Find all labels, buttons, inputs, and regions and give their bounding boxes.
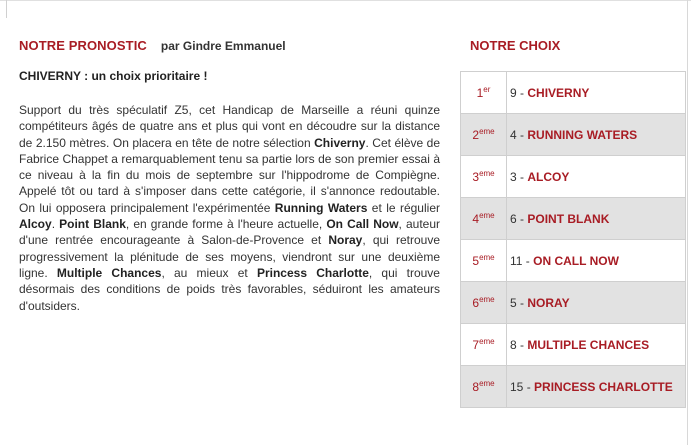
rank-suffix: eme (479, 337, 495, 346)
choix-title: NOTRE CHOIX (470, 38, 561, 53)
rank-cell (461, 156, 507, 198)
horse-mention: Noray (328, 233, 363, 248)
horse-cell: 3 - ALCOY (507, 156, 686, 198)
rank-number: 3 (472, 170, 480, 184)
horse-cell: 5 - NORAY (507, 282, 686, 324)
table-row (461, 240, 686, 282)
table-row (461, 282, 686, 324)
article-text: , en grande forme à l'heure actuelle, (125, 217, 327, 232)
horse-number: 5 (510, 295, 517, 310)
horse-mention: Running Waters (274, 200, 368, 215)
horse-cell: 4 - RUNNING WATERS (507, 114, 686, 156)
right-rule (687, 0, 688, 445)
rank-suffix: eme (479, 211, 495, 220)
horse-name: ON CALL NOW (533, 253, 619, 268)
horse-mention: Alcoy (19, 217, 52, 232)
horse-number: 6 (510, 211, 517, 226)
horse-cell: 9 - CHIVERNY (507, 72, 686, 114)
article-text: , au mieux et (161, 265, 257, 280)
article-text: , qui trouve désormais des conditions de poids très favorables, séduiront les amateurs d'outsiders. (19, 265, 440, 313)
horse-mention: On Call Now (326, 217, 399, 232)
horse-cell: 6 - POINT BLANK (507, 198, 686, 240)
horse-cell: 15 - PRINCESS CHARLOTTE (507, 366, 686, 408)
horse-number: 11 (510, 253, 523, 268)
horse-name: NORAY (527, 295, 570, 310)
rank-cell (461, 114, 507, 156)
horse-name: ALCOY (527, 169, 570, 184)
rank-number: 7 (472, 338, 480, 352)
pronostic-title: NOTRE PRONOSTIC (19, 38, 147, 53)
rank-cell (461, 198, 507, 240)
choix-table (460, 71, 686, 408)
table-row (461, 366, 686, 408)
rank-cell (461, 240, 507, 282)
rank-number: 8 (472, 380, 480, 394)
top-border (0, 0, 691, 1)
rank-cell (461, 324, 507, 366)
rank-number: 5 (472, 254, 480, 268)
choix-section (460, 38, 686, 408)
left-rule (6, 0, 7, 18)
rank-number: 1 (476, 86, 484, 100)
table-row (461, 114, 686, 156)
horse-number: 8 (510, 337, 517, 352)
horse-name: RUNNING WATERS (527, 127, 638, 142)
horse-number: 3 (510, 169, 517, 184)
article-text: , auteur d'une rentrée encourageante à Salon-de-Provence et (19, 217, 441, 248)
horse-name: MULTIPLE CHANCES (527, 337, 650, 352)
rank-cell (461, 366, 507, 408)
article-text: . Cet élève de Fabrice Chappet a remarquablement tenu sa partie lors de son premier essai à ce niveau à la fin du mois de septembre sur l'hippodrome de Compiègne. Appelé tôt ou tard à s'imposer dans cette catégorie, il s'annonce redoutable. On lui opposera principalement l'expérimentée (19, 135, 441, 215)
horse-name: CHIVERNY (527, 85, 590, 100)
rank-cell (461, 72, 507, 114)
horse-name: PRINCESS CHARLOTTE (534, 379, 673, 394)
rank-suffix: er (483, 85, 491, 94)
article-text: Support du très spéculatif Z5, cet Handicap de Marseille a réuni quinze compétiteurs âgés de quatre ans et plus qui vont en découdre sur la distance de 2.150 mètres. On placera en tête de notre sélection (19, 103, 440, 150)
table-row (461, 324, 686, 366)
rank-number: 4 (472, 212, 480, 226)
rank-suffix: eme (479, 253, 495, 262)
horse-number: 15 (510, 379, 524, 394)
horse-cell: 8 - MULTIPLE CHANCES (507, 324, 686, 366)
table-row (461, 156, 686, 198)
pronostic-section (19, 38, 440, 314)
table-row (461, 198, 686, 240)
author-byline: par Gindre Emmanuel (160, 39, 286, 53)
horse-number: 9 (510, 85, 517, 100)
rank-suffix: eme (479, 169, 495, 178)
rank-suffix: eme (479, 295, 495, 304)
article-text: , qui retrouve progressivement la plénitude de ses moyens, viendront sur une deuxième ligne. (19, 233, 440, 280)
horse-mention: Princess Charlotte (256, 265, 369, 280)
rank-number: 2 (472, 128, 480, 142)
horse-number: 4 (510, 127, 517, 142)
pronostic-header (19, 38, 440, 56)
article-subtitle: CHIVERNY : un choix prioritaire ! (19, 69, 208, 83)
rank-cell (461, 282, 507, 324)
horse-mention: Multiple Chances (56, 265, 162, 280)
article-text: et le régulier (367, 200, 440, 215)
horse-mention: Point Blank (59, 217, 126, 232)
horse-name: POINT BLANK (527, 211, 610, 226)
rank-suffix: eme (479, 127, 495, 136)
rank-number: 6 (472, 296, 480, 310)
article-text: . (51, 217, 60, 232)
horse-cell: 11 - ON CALL NOW (507, 240, 686, 282)
table-row (461, 72, 686, 114)
horse-mention: Chiverny (314, 135, 366, 150)
article-body (19, 102, 440, 314)
rank-suffix: eme (479, 379, 495, 388)
